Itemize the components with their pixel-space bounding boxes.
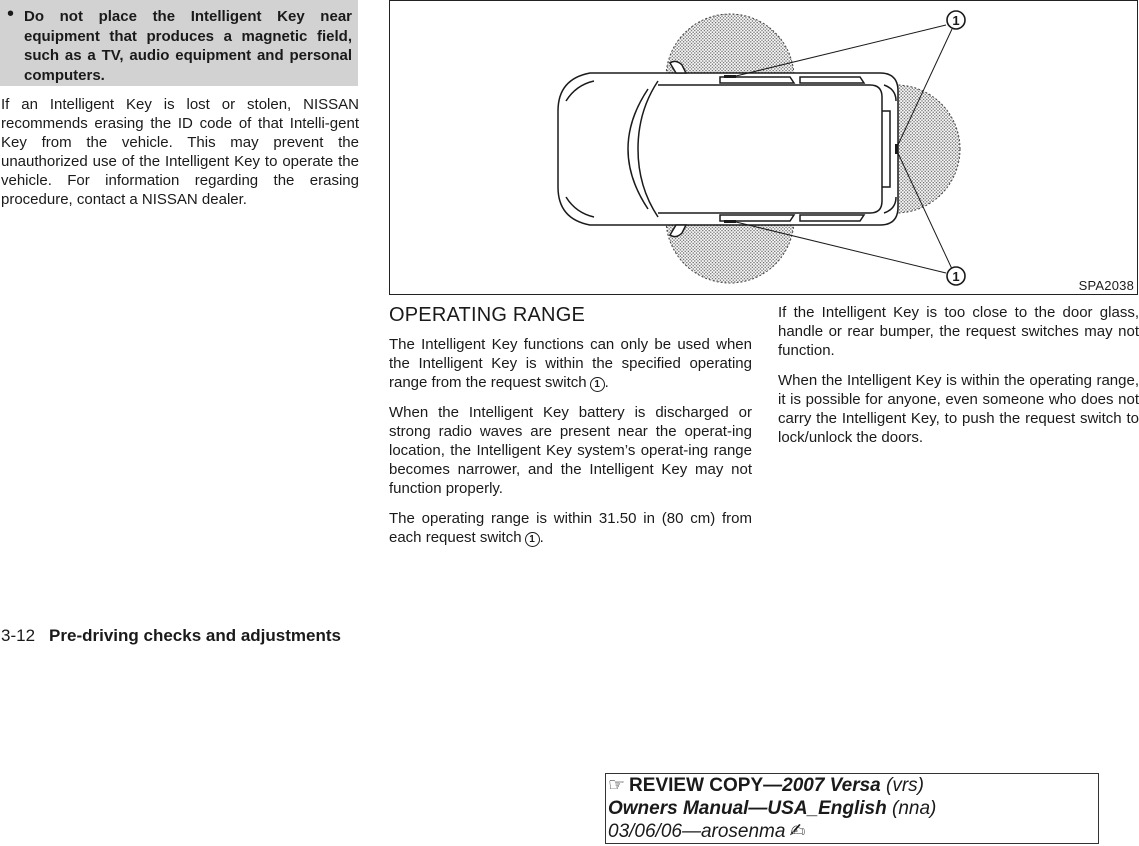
request-switch-driver-door bbox=[724, 75, 736, 78]
right-para-2: When the Intelligent Key is within the operating range, it is possible for anyone, even someone who does not carry the Intelligent Key, to push the request switch to lock/unlock the doors. bbox=[778, 372, 1139, 446]
pointing-hand-icon: ☞ bbox=[608, 775, 626, 796]
review-line-1 bbox=[608, 774, 1098, 797]
section-heading: OPERATING RANGE bbox=[389, 304, 585, 326]
writing-hand-icon: ✍ bbox=[789, 821, 806, 842]
review-copy-label: REVIEW COPY— bbox=[629, 775, 783, 796]
section-para-3 bbox=[389, 509, 752, 547]
section-para-3-end: . bbox=[539, 529, 544, 546]
callout-label-bottom: 1 bbox=[952, 269, 960, 284]
callout-ref-1: 1 bbox=[590, 377, 605, 392]
caution-bullet: • bbox=[7, 3, 15, 25]
page-footer bbox=[1, 626, 341, 646]
page-number: 3-12 bbox=[1, 626, 36, 645]
right-column bbox=[778, 303, 1139, 458]
review-manual: Owners Manual—USA_English bbox=[608, 798, 887, 819]
review-line-3 bbox=[608, 820, 1098, 843]
callout-label-top: 1 bbox=[952, 13, 960, 28]
section-para-1-text: The Intelligent Key functions can only be used when the Intelligent Key is within the specified operating range from the request switch bbox=[389, 336, 752, 391]
caution-box bbox=[0, 0, 358, 86]
review-model: 2007 Versa bbox=[782, 775, 881, 796]
figure-id: SPA2038 bbox=[1078, 278, 1134, 293]
operating-range-figure bbox=[389, 0, 1138, 295]
lost-key-paragraph: If an Intelligent Key is lost or stolen, NISSAN recommends erasing the ID code of that Intelli-gent Key from the vehicle. This may prevent the unauthorized use of the Intelligent Key to operate the vehicle. For information regarding the erasing procedure, contact a NISSAN dealer. bbox=[1, 96, 359, 208]
section-para-2: When the Intelligent Key battery is discharged or strong radio waves are present near the operat-ing location, the Intelligent Key system’s operat-ing range becomes narrower, and the Intelligent Key may not function properly. bbox=[389, 404, 752, 497]
review-date-author: 03/06/06—arosenma bbox=[608, 821, 786, 842]
request-switch-passenger-door bbox=[724, 220, 736, 223]
review-line-2 bbox=[608, 797, 1098, 820]
review-model-code: (vrs) bbox=[880, 775, 924, 796]
operating-range-section bbox=[389, 303, 752, 558]
review-manual-code: (nna) bbox=[886, 798, 937, 819]
callout-ref-2: 1 bbox=[525, 532, 540, 547]
vehicle-top-view bbox=[558, 61, 898, 236]
vehicle-diagram bbox=[390, 1, 1139, 296]
caution-text: Do not place the Intelligent Key near equipment that produces a magnetic field, such as a TV, audio equipment and personal computers. bbox=[24, 8, 352, 84]
review-copy-box bbox=[605, 773, 1099, 844]
section-para-3-text: The operating range is within 31.50 in (80 cm) from each request switch bbox=[389, 510, 752, 546]
section-para-1 bbox=[389, 335, 752, 392]
footer-section-title: Pre-driving checks and adjustments bbox=[49, 626, 341, 645]
section-para-1-end: . bbox=[604, 374, 609, 391]
right-para-1: If the Intelligent Key is too close to the door glass, handle or rear bumper, the request switches may not function. bbox=[778, 304, 1139, 359]
